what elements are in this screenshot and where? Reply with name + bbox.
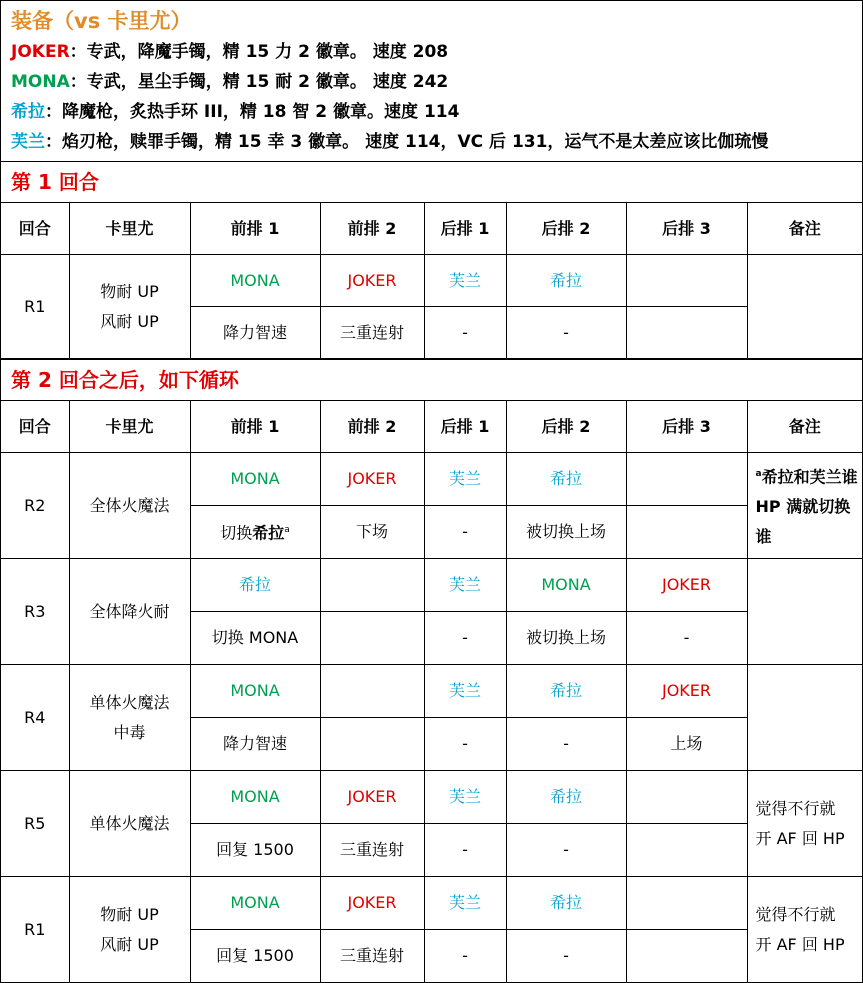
- footnote-marker: a: [755, 468, 762, 479]
- slot-char: MONA: [506, 559, 626, 612]
- section-title-round1: 第 1 回合: [1, 162, 862, 203]
- slot-action: -: [424, 930, 506, 983]
- slot-char: 芙兰: [424, 255, 506, 307]
- slot-action: 回复 1500: [190, 824, 320, 877]
- slot-action: -: [424, 718, 506, 771]
- equip-text-joker: ：专武，降魔手镯，精 15 力 2 徽章。 速度 208: [69, 42, 449, 62]
- slot-action: 三重连射: [320, 824, 424, 877]
- boss-action: 全体火魔法: [69, 453, 190, 559]
- equipment-title: 装备（vs 卡里尤）: [11, 9, 192, 33]
- char-name-mona: MONA: [11, 72, 70, 92]
- slot-action: -: [424, 824, 506, 877]
- slot-char: JOKER: [320, 453, 424, 506]
- note-cell: [747, 771, 862, 877]
- col-header-round: 回合: [1, 401, 69, 453]
- slot-action: [320, 612, 424, 665]
- slot-char: 希拉: [506, 255, 626, 307]
- note-cell: [747, 255, 862, 359]
- slot-char: [626, 771, 747, 824]
- col-header-boss: 卡里尤: [69, 401, 190, 453]
- slot-char: MONA: [190, 453, 320, 506]
- slot-char: MONA: [190, 665, 320, 718]
- note-text: 希拉和芙兰谁 HP 满就切换谁: [755, 467, 858, 547]
- slot-action-text: 切换: [220, 523, 253, 543]
- note-text: 觉得不行就: [755, 798, 836, 818]
- slot-action: -: [626, 612, 747, 665]
- slot-char: [320, 559, 424, 612]
- equip-line-mona: [11, 67, 862, 97]
- col-header-back1: 后排 1: [424, 401, 506, 453]
- round-label: R2: [1, 453, 69, 559]
- slot-action: -: [424, 612, 506, 665]
- equipment-header: [1, 1, 862, 162]
- slot-char: [320, 665, 424, 718]
- round1-table: [1, 203, 862, 359]
- slot-char: JOKER: [626, 665, 747, 718]
- table-row: [1, 559, 862, 612]
- slot-char: [626, 255, 747, 307]
- section-title-loop: 第 2 回合之后，如下循环: [1, 359, 862, 401]
- table-row: [1, 255, 862, 307]
- slot-action: -: [506, 718, 626, 771]
- boss-action-line: 风耐 UP: [100, 934, 159, 954]
- slot-action: 被切换上场: [506, 506, 626, 559]
- table-row: [1, 771, 862, 824]
- col-header-round: 回合: [1, 203, 69, 255]
- footnote-marker: a: [284, 525, 290, 536]
- slot-action: -: [424, 506, 506, 559]
- boss-action-line: 单体火魔法: [89, 692, 170, 712]
- char-name-fulan: 芙兰: [11, 132, 45, 152]
- table-header-row: [1, 203, 862, 255]
- col-header-front2: 前排 2: [320, 401, 424, 453]
- slot-char: JOKER: [626, 559, 747, 612]
- equip-line-fulan: [11, 127, 862, 157]
- boss-action-line: 风耐 UP: [100, 311, 159, 331]
- note-text: 觉得不行就: [755, 904, 836, 924]
- col-header-back2: 后排 2: [506, 401, 626, 453]
- boss-action: 全体降火耐: [69, 559, 190, 665]
- slot-char: 希拉: [506, 877, 626, 930]
- note-text: 开 AF 回 HP: [755, 828, 845, 848]
- slot-action: [626, 824, 747, 877]
- boss-action-line: 物耐 UP: [100, 281, 159, 301]
- boss-action: 单体火魔法: [69, 771, 190, 877]
- round-label: R4: [1, 665, 69, 771]
- slot-action: 三重连射: [320, 930, 424, 983]
- slot-action: -: [506, 930, 626, 983]
- slot-action: 三重连射: [320, 307, 424, 359]
- slot-action: 降力智速: [190, 307, 320, 359]
- equip-line-xila: [11, 97, 862, 127]
- slot-action: 降力智速: [190, 718, 320, 771]
- slot-char: 希拉: [190, 559, 320, 612]
- slot-char: 芙兰: [424, 453, 506, 506]
- col-header-back3: 后排 3: [626, 401, 747, 453]
- col-header-back3: 后排 3: [626, 203, 747, 255]
- slot-char: [626, 877, 747, 930]
- equip-text-mona: ：专武，星尘手镯，精 15 耐 2 徽章。 速度 242: [69, 72, 449, 92]
- table-row: [1, 665, 862, 718]
- slot-action: 切换 MONA: [190, 612, 320, 665]
- table-row: [1, 453, 862, 506]
- col-header-front1: 前排 1: [190, 203, 320, 255]
- slot-char: MONA: [190, 771, 320, 824]
- slot-action: 被切换上场: [506, 612, 626, 665]
- col-header-notes: 备注: [747, 203, 862, 255]
- slot-action: -: [506, 824, 626, 877]
- slot-char: MONA: [190, 877, 320, 930]
- note-text: 开 AF 回 HP: [755, 934, 845, 954]
- equip-line-joker: [11, 37, 862, 67]
- slot-char: 芙兰: [424, 559, 506, 612]
- boss-action: [69, 877, 190, 983]
- col-header-back1: 后排 1: [424, 203, 506, 255]
- boss-action: [69, 665, 190, 771]
- slot-char: 芙兰: [424, 665, 506, 718]
- col-header-front1: 前排 1: [190, 401, 320, 453]
- round-label: R1: [1, 877, 69, 983]
- slot-char: 芙兰: [424, 877, 506, 930]
- slot-char: JOKER: [320, 771, 424, 824]
- col-header-front2: 前排 2: [320, 203, 424, 255]
- slot-char: MONA: [190, 255, 320, 307]
- slot-char: [626, 453, 747, 506]
- boss-action: [69, 255, 190, 359]
- slot-action: [626, 307, 747, 359]
- slot-action: [320, 718, 424, 771]
- note-cell: [747, 453, 862, 559]
- slot-char: 希拉: [506, 771, 626, 824]
- table-header-row: [1, 401, 862, 453]
- slot-action: [626, 930, 747, 983]
- note-cell: [747, 877, 862, 983]
- round-label: R1: [1, 255, 69, 359]
- equip-text-xila: ：降魔枪，炙热手环 III，精 18 智 2 徽章。速度 114: [45, 102, 460, 122]
- slot-action: [626, 506, 747, 559]
- col-header-back2: 后排 2: [506, 203, 626, 255]
- slot-action: -: [424, 307, 506, 359]
- boss-action-line: 物耐 UP: [100, 904, 159, 924]
- slot-action: -: [506, 307, 626, 359]
- slot-char: JOKER: [320, 877, 424, 930]
- slot-char: 芙兰: [424, 771, 506, 824]
- round-label: R3: [1, 559, 69, 665]
- loop-table: [1, 401, 862, 983]
- char-name-joker: JOKER: [11, 42, 70, 62]
- note-cell: [747, 559, 862, 665]
- slot-action: 上场: [626, 718, 747, 771]
- table-row: [1, 877, 862, 930]
- note-cell: [747, 665, 862, 771]
- slot-action: [190, 506, 320, 559]
- round-label: R5: [1, 771, 69, 877]
- slot-action: 下场: [320, 506, 424, 559]
- slot-char: JOKER: [320, 255, 424, 307]
- slot-action: 回复 1500: [190, 930, 320, 983]
- slot-char: 希拉: [506, 665, 626, 718]
- col-header-notes: 备注: [747, 401, 862, 453]
- slot-action-target: 希拉: [252, 523, 285, 543]
- slot-char: 希拉: [506, 453, 626, 506]
- col-header-boss: 卡里尤: [69, 203, 190, 255]
- char-name-xila: 希拉: [11, 102, 45, 122]
- boss-action-line: 中毒: [113, 722, 146, 742]
- equip-text-fulan: ：焰刃枪，赎罪手镯，精 15 幸 3 徽章。 速度 114，VC 后 131，运气不是太差应该比伽琉慢: [45, 132, 769, 152]
